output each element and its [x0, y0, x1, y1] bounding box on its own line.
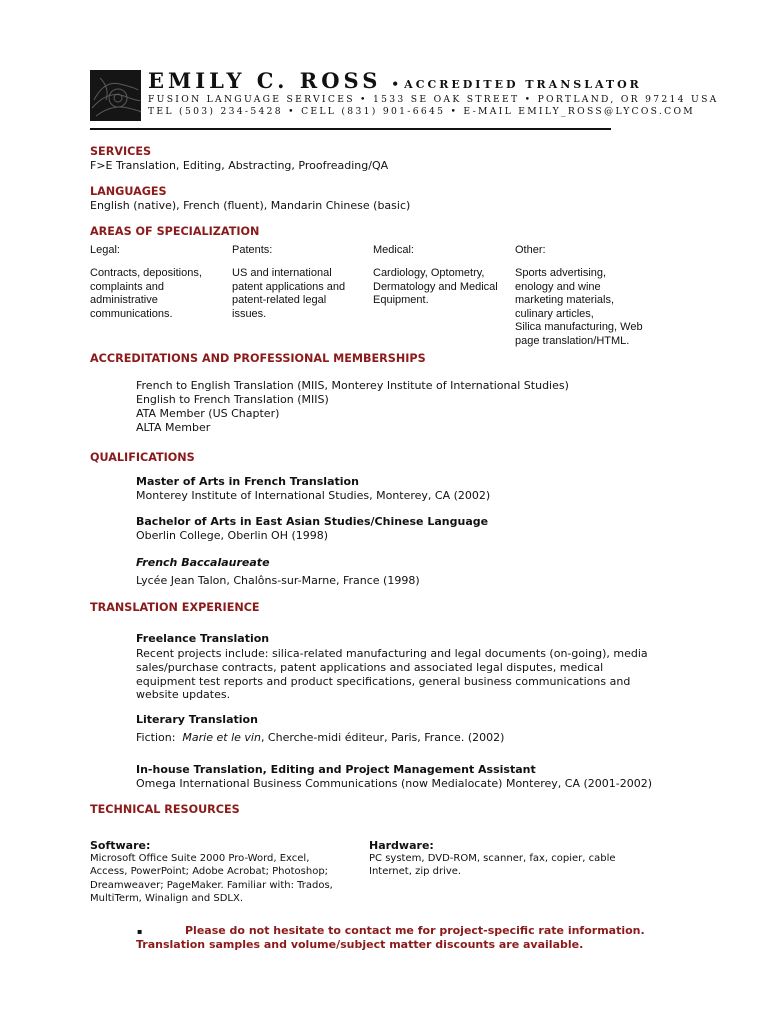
- spec-line: communications.: [90, 307, 173, 320]
- literary-rest: , Cherche-midi éditeur, Paris, France. (2002): [260, 731, 505, 744]
- accreditation-item: English to French Translation (MIIS): [136, 393, 329, 406]
- address-line: FUSION LANGUAGE SERVICES • 1533 SE OAK STREET • PORTLAND, OR 97214 USA: [148, 94, 719, 105]
- hardware-line: PC system, DVD-ROM, scanner, fax, copier, cable: [369, 853, 616, 864]
- spec-line: Sports advertising,: [515, 267, 607, 279]
- languages-text: English (native), French (fluent), Mandarin Chinese (basic): [90, 199, 411, 212]
- contact-note-line1: Please do not hesitate to contact me for project-specific rate information.: [185, 924, 645, 937]
- spec-line: Silica manufacturing, Web: [515, 321, 643, 334]
- freelance-line: Recent projects include: silica-related manufacturing and legal documents (on-going), media: [136, 647, 648, 660]
- spec-line: patent applications and: [232, 280, 346, 293]
- spec-patents-label: Patents:: [232, 244, 273, 256]
- software-line: Access, PowerPoint; Adobe Acrobat; Photoshop;: [90, 866, 329, 878]
- degree-title: French Baccalaureate: [136, 556, 270, 569]
- contact-note-line2: Translation samples and volume/subject matter discounts are available.: [136, 938, 584, 951]
- accreditation-item: French to English Translation (MIIS, Monterey Institute of International Studies): [136, 379, 569, 392]
- languages-heading: LANGUAGES: [90, 185, 167, 198]
- job-title: ACCREDITED TRANSLATOR: [404, 78, 642, 91]
- inhouse-detail: Omega International Business Communications (now Medialocate) Monterey, CA (2001-2002): [136, 777, 653, 790]
- hardware-label: Hardware:: [369, 839, 434, 852]
- freelance-title: Freelance Translation: [136, 632, 270, 645]
- spec-other-text: [515, 267, 665, 349]
- spec-patents-text: [232, 267, 366, 321]
- spec-line: Cardiology, Optometry,: [373, 267, 485, 279]
- specialization-heading: AREAS OF SPECIALIZATION: [90, 225, 260, 238]
- software-line: Microsoft Office Suite 2000 Pro-Word, Excel,: [90, 853, 310, 864]
- services-text: F>E Translation, Editing, Abstracting, Proofreading/QA: [90, 159, 389, 172]
- technical-heading: TECHNICAL RESOURCES: [90, 803, 240, 816]
- literary-line: [136, 731, 504, 745]
- spec-line: Contracts, depositions,: [90, 267, 202, 279]
- literary-prefix: Fiction:: [136, 731, 176, 744]
- spec-medical-label: Medical:: [373, 244, 414, 256]
- contact-line: TEL (503) 234-5428 • CELL (831) 901-6645 • E-MAIL EMILY_ROSS@LYCOS.COM: [148, 106, 696, 117]
- accreditation-item: ALTA Member: [136, 421, 211, 434]
- spec-line: page translation/HTML.: [515, 334, 630, 347]
- software-text: [90, 852, 360, 906]
- freelance-line: website updates.: [136, 688, 231, 701]
- spec-legal-label: Legal:: [90, 244, 120, 256]
- accreditations-heading: ACCREDITATIONS AND PROFESSIONAL MEMBERSHIPS: [90, 352, 426, 365]
- freelance-line: sales/purchase contracts, patent applications and associated legal disputes, medical: [136, 661, 604, 674]
- spec-line: enology and wine: [515, 280, 601, 293]
- spec-line: Dermatology and Medical: [373, 280, 498, 293]
- experience-heading: TRANSLATION EXPERIENCE: [90, 601, 260, 614]
- square-bullet-icon: ▪: [137, 927, 143, 936]
- spec-line: culinary articles,: [515, 307, 594, 320]
- page-title: EMILY C. ROSS: [148, 68, 382, 93]
- spec-other-label: Other:: [515, 244, 546, 256]
- degree-title: Master of Arts in French Translation: [136, 475, 359, 488]
- degree-detail: Oberlin College, Oberlin OH (1998): [136, 529, 329, 542]
- hardware-text: [369, 852, 649, 879]
- degree-detail: Lycée Jean Talon, Chalôns-sur-Marne, France (1998): [136, 574, 420, 587]
- logo-image: [90, 70, 141, 121]
- header-divider: [90, 128, 611, 130]
- address-block: [148, 94, 719, 118]
- spec-legal-text: [90, 267, 224, 321]
- spec-line: complaints and: [90, 280, 164, 293]
- literary-title: Literary Translation: [136, 713, 258, 726]
- services-heading: SERVICES: [90, 145, 152, 158]
- qualifications-heading: QUALIFICATIONS: [90, 451, 195, 464]
- freelance-line: equipment test reports and product specifications, general business communications and: [136, 675, 631, 688]
- spec-line: US and international: [232, 267, 332, 279]
- spec-line: issues.: [232, 307, 267, 320]
- software-line: MultiTerm, Winalign and SDLX.: [90, 893, 244, 905]
- software-line: Dreamweaver; PageMaker. Familiar with: Trados,: [90, 879, 333, 891]
- inhouse-title: In-house Translation, Editing and Project Management Assistant: [136, 763, 536, 776]
- accreditation-item: ATA Member (US Chapter): [136, 407, 280, 420]
- spec-line: marketing materials,: [515, 294, 615, 307]
- degree-title: Bachelor of Arts in East Asian Studies/Chinese Language: [136, 515, 489, 528]
- spec-line: Equipment.: [373, 294, 429, 307]
- literary-work: Marie et le vin: [182, 731, 261, 744]
- software-label: Software:: [90, 839, 151, 852]
- degree-detail: Monterey Institute of International Studies, Monterey, CA (2002): [136, 489, 491, 502]
- hardware-line: Internet, zip drive.: [369, 866, 462, 878]
- header-name-line: [148, 68, 642, 93]
- spec-medical-text: [373, 267, 513, 308]
- spec-line: patent-related legal: [232, 294, 327, 307]
- spec-line: administrative: [90, 294, 158, 307]
- title-separator: •: [391, 77, 400, 91]
